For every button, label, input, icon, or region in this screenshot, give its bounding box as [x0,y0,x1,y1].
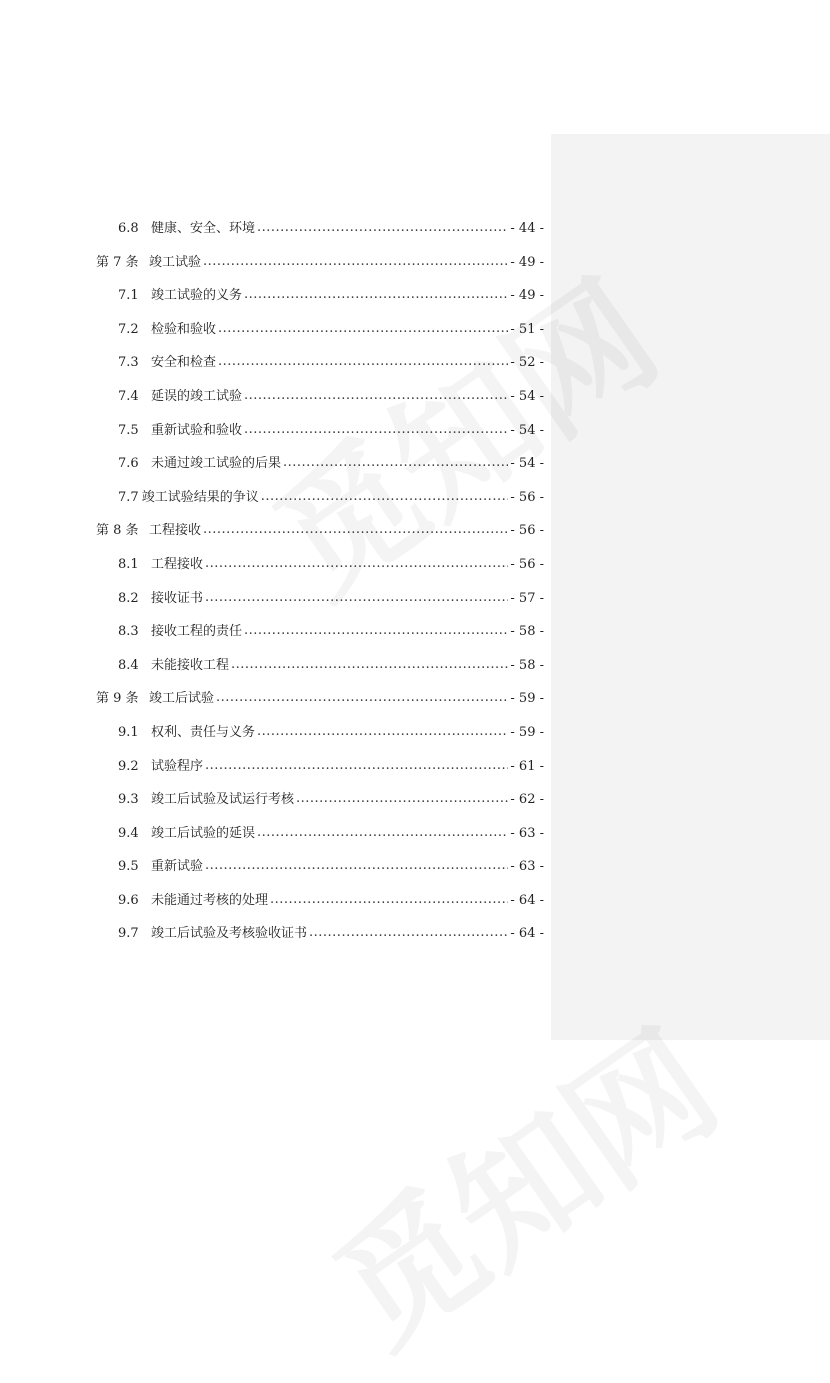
toc-dot-leader [257,722,508,742]
toc-entry[interactable] [96,723,544,757]
toc-dot-leader [205,756,508,776]
toc-entry-title: 接收工程的责任 [151,624,243,640]
toc-dot-leader [203,520,508,540]
toc-entry[interactable] [96,924,544,958]
toc-dot-leader [257,823,508,843]
toc-entry-title: 未能接收工程 [151,657,230,673]
toc-entry-title: 重新试验和验收 [151,422,243,438]
toc-dot-leader [205,856,508,876]
toc-entry[interactable] [96,757,544,791]
toc-entry[interactable] [96,286,544,320]
toc-entry[interactable] [96,790,544,824]
toc-entry-number: 7.4 [118,388,139,404]
toc-entry-title: 竣工后试验及考核验收证书 [151,926,308,942]
toc-entry-title: 竣工试验的义务 [151,288,243,304]
toc-entry-page: - 49 - [510,254,544,270]
toc-entry-number: 9.7 [118,926,139,942]
toc-entry-title: 重新试验 [151,859,204,875]
toc-entry-number: 7.6 [118,456,139,472]
toc-entry[interactable] [96,454,544,488]
toc-entry-page: - 54 - [510,456,544,472]
toc-entry[interactable] [96,689,544,723]
toc-dot-leader [244,420,508,440]
toc-entry-page: - 54 - [510,422,544,438]
toc-entry[interactable] [96,589,544,623]
toc-dot-leader [205,554,508,574]
toc-entry-number: 9.1 [118,724,139,740]
toc-entry[interactable] [96,521,544,555]
toc-entry-page: - 51 - [510,321,544,337]
toc-dot-leader [231,655,508,675]
toc-entry-title: 健康、安全、环境 [151,221,256,236]
toc-entry[interactable] [96,488,544,522]
toc-entry[interactable] [96,857,544,891]
toc-entry-title: 权利、责任与义务 [151,724,256,740]
toc-entry[interactable] [96,253,544,287]
toc-entry[interactable] [96,555,544,589]
toc-entry-title: 接收证书 [151,590,204,606]
toc-entry-page: - 44 - [510,221,544,236]
toc-entry[interactable] [96,219,544,253]
toc-dot-leader [218,352,508,372]
toc-entry-number: 第 8 条 [96,523,139,539]
toc-dot-leader [296,789,508,809]
toc-entry-number: 7.5 [118,422,139,438]
toc-entry-page: - 63 - [510,859,544,875]
toc-entry-number: 8.4 [118,657,139,673]
toc-entry-page: - 64 - [510,892,544,908]
toc-dot-leader [203,252,508,272]
toc-dot-leader [270,890,508,910]
toc-entry-title: 试验程序 [151,758,204,774]
toc-entry-page: - 56 - [510,489,544,505]
toc-entry-number: 9.3 [118,792,139,808]
toc-entry-title: 工程接收 [149,523,202,539]
toc-entry-page: - 62 - [510,792,544,808]
toc-dot-leader [244,285,508,305]
toc-entry-page: - 59 - [510,691,544,707]
toc-entry-number: 7.2 [118,321,139,337]
toc-entry-title: 竣工后试验 [149,691,215,707]
toc-dot-leader [244,621,508,641]
toc-entry[interactable] [96,421,544,455]
toc-entry-title: 竣工试验结果的争议 [141,489,259,505]
toc-dot-leader [216,688,508,708]
toc-entry-title: 延误的竣工试验 [151,388,243,404]
toc-entry[interactable] [96,622,544,656]
toc-entry-number: 第 9 条 [96,691,139,707]
toc-entry-page: - 61 - [510,758,544,774]
table-of-contents [96,219,544,958]
toc-entry-page: - 56 - [510,523,544,539]
toc-dot-leader [309,923,508,943]
toc-dot-leader [283,453,508,473]
toc-entry-page: - 49 - [510,288,544,304]
toc-entry-page: - 64 - [510,926,544,942]
toc-entry[interactable] [96,656,544,690]
toc-entry-number: 9.6 [118,892,139,908]
toc-entry-title: 竣工试验 [149,254,202,270]
toc-entry-title: 工程接收 [151,556,204,572]
toc-entry-page: - 57 - [510,590,544,606]
toc-entry-number: 8.3 [118,624,139,640]
toc-entry-number: 7.3 [118,355,139,371]
toc-entry-page: - 54 - [510,388,544,404]
toc-entry-page: - 56 - [510,556,544,572]
toc-entry-number: 8.1 [118,556,139,572]
toc-entry-page: - 58 - [510,624,544,640]
toc-entry-title: 竣工后试验的延误 [151,825,256,841]
toc-entry-number: 9.2 [118,758,139,774]
toc-entry-number: 9.5 [118,859,139,875]
toc-entry-number: 7.7 [118,489,139,505]
toc-entry-title: 未通过竣工试验的后果 [151,456,282,472]
toc-entry[interactable] [96,353,544,387]
toc-dot-leader [218,319,508,339]
toc-dot-leader [205,588,508,608]
toc-entry-title: 竣工后试验及试运行考核 [151,792,295,808]
toc-dot-leader [257,218,508,238]
toc-dot-leader [244,386,508,406]
toc-entry[interactable] [96,824,544,858]
toc-entry-page: - 52 - [510,355,544,371]
toc-dot-leader [261,487,509,507]
toc-entry-number: 7.1 [118,288,139,304]
toc-entry-title: 检验和验收 [151,321,217,337]
toc-entry[interactable] [96,891,544,925]
toc-entry-page: - 59 - [510,724,544,740]
toc-entry-page: - 63 - [510,825,544,841]
toc-entry-number: 6.8 [118,221,139,236]
toc-entry-title: 未能通过考核的处理 [151,892,269,908]
toc-entry-number: 9.4 [118,825,139,841]
toc-entry[interactable] [96,387,544,421]
toc-entry-title: 安全和检查 [151,355,217,371]
comment-margin-pane [551,134,830,1040]
toc-entry-page: - 58 - [510,657,544,673]
toc-entry[interactable] [96,320,544,354]
toc-entry-number: 8.2 [118,590,139,606]
toc-entry-number: 第 7 条 [96,254,139,270]
